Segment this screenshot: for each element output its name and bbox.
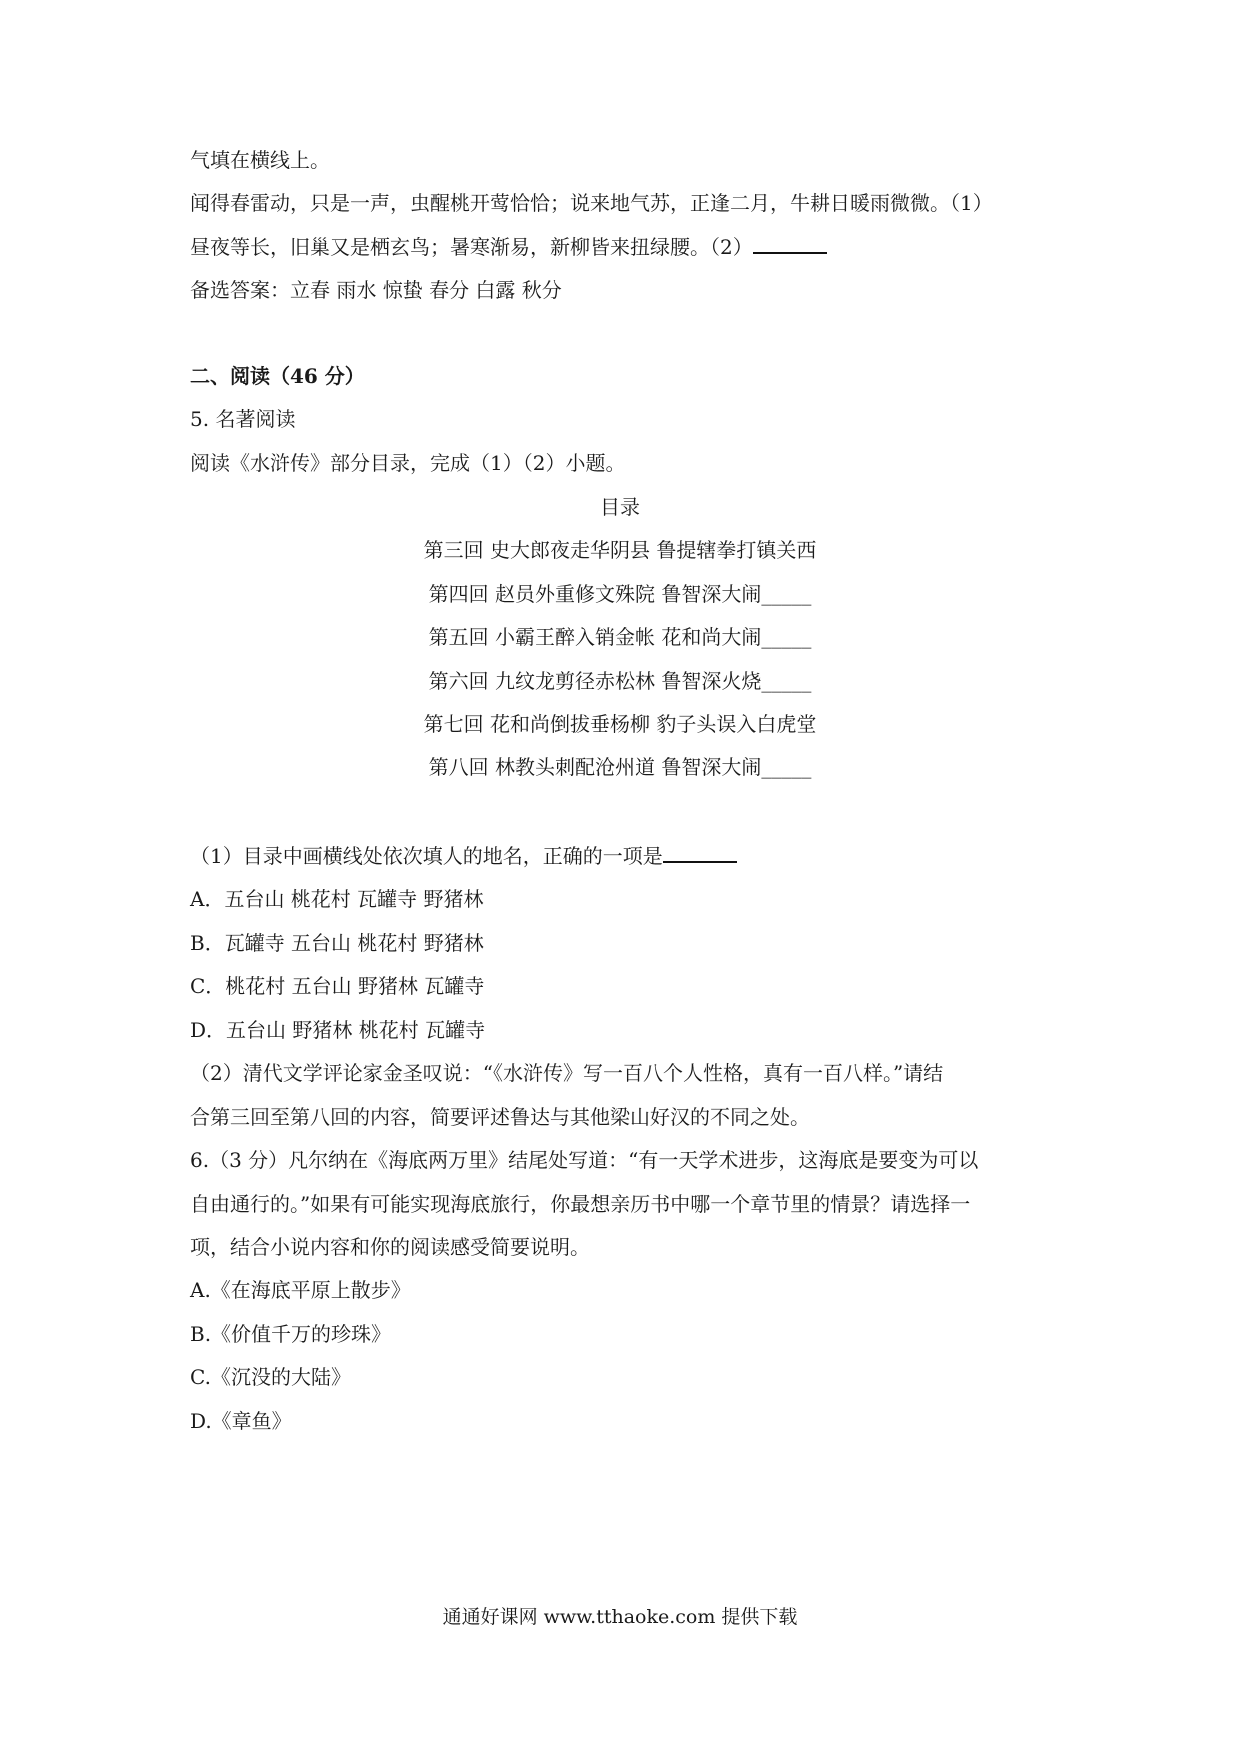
page-footer: 通通好课网 www.tthaoke.com 提供下载 [442,1606,798,1628]
sub-question [190,842,737,870]
toc-item: 第八回 林教头刺配沧州道 鲁智深大闹_____ [428,755,812,779]
sub-question: （2）清代文学评论家金圣叹说：“《水浒传》写一百八个人性格，真有一百八样。”请结 [190,1061,944,1085]
answer-options: 备选答案：立春 雨水 惊蛰 春分 白露 秋分 [190,278,562,302]
question-6: 自由通行的。”如果有可能实现海底旅行，你最想亲历书中哪一个章节里的情景？请选择一 [190,1192,971,1216]
toc-item: 第七回 花和尚倒拔垂杨柳 豹子头误入白虎堂 [423,712,817,736]
option-d: D．五台山 野猪林 桃花村 瓦罐寺 [190,1018,486,1042]
question-6: 项，结合小说内容和你的阅读感受简要说明。 [190,1235,590,1259]
paragraph-line [190,233,827,261]
option-c: C.《沉没的大陆》 [190,1365,351,1389]
sub-question-text: （1）目录中画横线处依次填人的地名，正确的一项是 [190,844,663,868]
option-d: D.《章鱼》 [190,1409,292,1433]
toc-title: 目录 [600,495,640,519]
paragraph-line: 气填在横线上。 [190,148,330,172]
question-title: 5. 名著阅读 [190,407,296,431]
option-b: B．瓦罐寺 五台山 桃花村 野猪林 [190,931,484,955]
section-heading: 二、阅读（46 分） [190,364,365,388]
toc-item: 第三回 史大郎夜走华阴县 鲁提辖拳打镇关西 [423,538,817,562]
answer-blank [663,845,737,863]
question-intro: 阅读《水浒传》部分目录，完成（1）（2）小题。 [190,451,626,475]
question-6: 6.（3 分）凡尔纳在《海底两万里》结尾处写道：“有一天学术进步，这海底是要变为可以 [190,1148,979,1172]
option-a: A．五台山 桃花村 瓦罐寺 野猪林 [190,887,484,911]
option-a: A.《在海底平原上散步》 [190,1278,411,1302]
toc-item: 第五回 小霸王醉入销金帐 花和尚大闹_____ [428,625,812,649]
option-c: C．桃花村 五台山 野猪林 瓦罐寺 [190,974,485,998]
option-b: B.《价值千万的珍珠》 [190,1322,392,1346]
toc-item: 第六回 九纹龙剪径赤松林 鲁智深火烧_____ [428,669,812,693]
toc-item: 第四回 赵员外重修文殊院 鲁智深大闹_____ [428,582,812,606]
paragraph-text: 昼夜等长，旧巢又是栖玄鸟；暑寒渐易，新柳皆来扭绿腰。（2） [190,235,753,259]
paragraph-line: 闻得春雷动，只是一声，虫醒桃开莺恰恰；说来地气苏，正逢二月，牛耕日暖雨微微。（1） [190,191,993,215]
sub-question: 合第三回至第八回的内容，简要评述鲁达与其他梁山好汉的不同之处。 [190,1105,810,1129]
answer-blank [753,236,827,254]
